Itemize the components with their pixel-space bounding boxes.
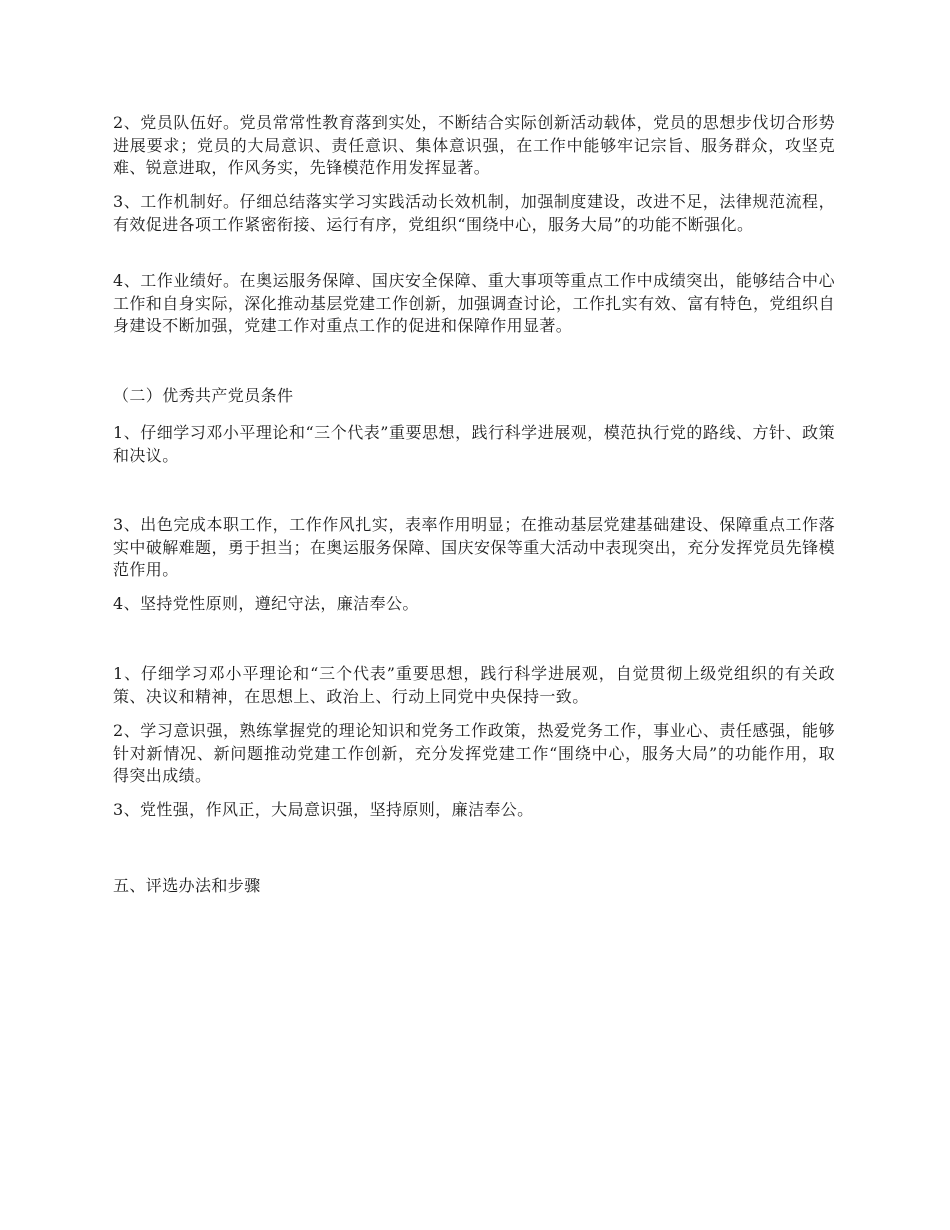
- paragraph-party-members-team: 2、党员队伍好。党员常常性教育落到实处，不断结合实际创新活动载体，党员的思想步伐切合形势进展要求；党员的大局意识、责任意识、集体意识强，在工作中能够牢记宗旨、服务群众，攻坚克难、锐意进取，作风务实，先锋模范作用发挥显著。: [113, 113, 835, 177]
- paragraph-member-duties: 3、出色完成本职工作，工作作风扎实，表率作用明显；在推动基层党建基础建设、保障重点工作落实中破解难题，勇于担当；在奥运服务保障、国庆安保等重大活动中表现突出，充分发挥党员先锋模范作用。: [113, 515, 835, 579]
- section-heading-excellent-member: （二）优秀共产党员条件: [113, 386, 294, 405]
- paragraph-member-study: 1、仔细学习邓小平理论和“三个代表”重要思想，践行科学进展观，模范执行党的路线、方针、政策和决议。: [113, 423, 835, 465]
- paragraph-worker-awareness: 2、学习意识强，熟练掌握党的理论知识和党务工作政策，热爱党务工作，事业心、责任感强，能够针对新情况、新问题推动党建工作创新，充分发挥党建工作“围绕中心，服务大局”的功能作用，取得突出成绩。: [113, 721, 835, 785]
- section-heading-selection-methods: 五、评选办法和步骤: [113, 876, 261, 895]
- paragraph-work-mechanism: 3、工作机制好。仔细总结落实学习实践活动长效机制，加强制度建设，改进不足，法律规范流程，有效促进各项工作紧密衔接、运行有序，党组织“围绕中心，服务大局”的功能不断强化。: [113, 192, 835, 234]
- paragraph-member-principles: 4、坚持党性原则，遵纪守法，廉洁奉公。: [113, 594, 419, 613]
- paragraph-worker-study: 1、仔细学习邓小平理论和“三个代表”重要思想，践行科学进展观，自觉贯彻上级党组织的有关政策、决议和精神，在思想上、政治上、行动上同党中央保持一致。: [113, 664, 835, 706]
- paragraph-worker-character: 3、党性强，作风正，大局意识强，坚持原则，廉洁奉公。: [113, 800, 534, 819]
- paragraph-work-performance: 4、工作业绩好。在奥运服务保障、国庆安全保障、重大事项等重点工作中成绩突出，能够结合中心工作和自身实际，深化推动基层党建工作创新，加强调查讨论，工作扎实有效、富有特色，党组织自身建设不断加强，党建工作对重点工作的促进和保障作用显著。: [113, 271, 835, 335]
